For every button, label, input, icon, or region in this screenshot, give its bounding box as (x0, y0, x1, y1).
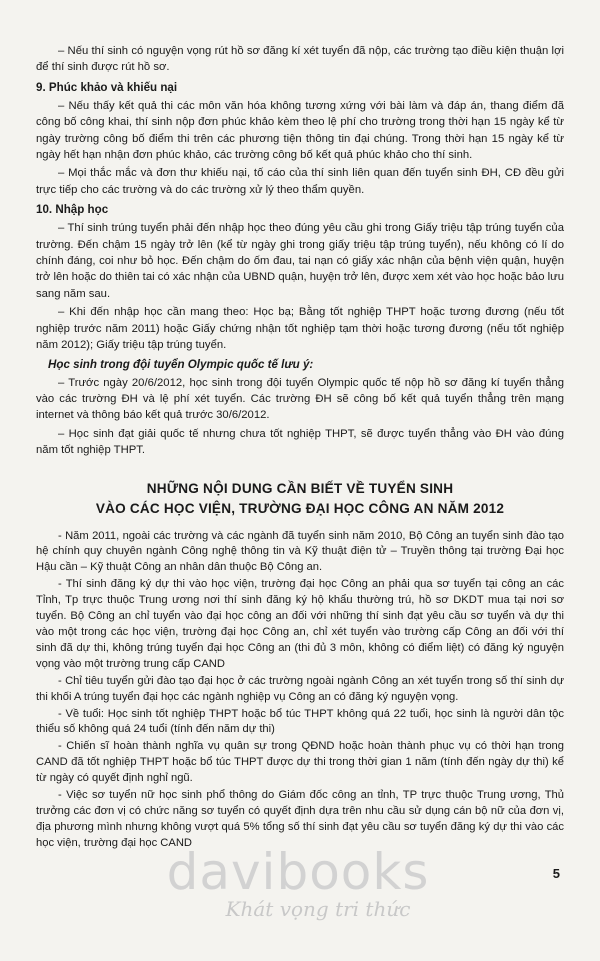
watermark-logo (138, 845, 458, 921)
paragraph-police-1: - Năm 2011, ngoài các trường và các ngành đã tuyển sinh năm 2010, Bộ Công an tuyển sinh đào tạo hệ chính quy chuyên ngành Công nghệ thông tin và Kỹ thuật điện tử – Truyền thông tại trường Đại học Hậu cần – Kỹ thuật Công an nhân dân thuộc Bộ Công an. (36, 529, 564, 574)
section-title-line-1: NHỮNG NỘI DUNG CẦN BIẾT VỀ TUYỂN SINH (146, 480, 454, 496)
watermark-slogan: Khát vọng tri thức (225, 897, 411, 921)
olympic-note-title: Học sinh trong đội tuyển Olympic quốc tế lưu ý: (48, 357, 314, 371)
paragraph-appeal-2: – Mọi thắc mắc và đơn thư khiếu nại, tố cáo của thí sinh liên quan đến tuyển sinh ĐH, CĐ đều gửi trực tiếp cho các trường và do các trường xử lý theo thẩm quyền. (36, 167, 564, 196)
paragraph-olympic-1: – Trước ngày 20/6/2012, học sinh trong đội tuyển Olympic quốc tế nộp hồ sơ đăng kí tuyển thẳng vào các trường ĐH và lệ phí xét tuyển. Các trường ĐH sẽ công bố kết quả tuyển thẳng trên mạng internet và thông báo kết quả trước 30/6/2012. (36, 376, 564, 422)
police-admission-section (36, 529, 564, 852)
section-title (36, 479, 564, 519)
paragraph-police-4: - Về tuổi: Học sinh tốt nghiệp THPT hoặc bổ túc THPT không quá 22 tuổi, học sinh là người dân tộc thiểu số không quá 24 tuổi (tính đến năm dự thi) (36, 707, 564, 736)
paragraph-police-3: - Chỉ tiêu tuyển gửi đào tạo đại học ở các trường ngoài ngành Công an xét tuyển trong số thí sinh dự thi khối A trúng tuyển đại học các ngành nghiệp vụ Công an có đăng ký nguyện vọng. (36, 674, 564, 703)
paragraph-withdraw: – Nếu thí sinh có nguyện vọng rút hồ sơ đăng kí xét tuyển đã nộp, các trường tạo điều kiện thuận lợi để thí sinh được rút hồ sơ. (36, 45, 564, 74)
paragraph-police-2: - Thí sinh đăng ký dự thi vào học viện, trường đại học Công an phải qua sơ tuyển tại công an các Tỉnh, Tp trực thuộc Trung ương nơi thí sinh đăng ký hộ khẩu thường trú, hồ sơ DKDT mua tại nơi sơ tuyển. Bộ Công an chỉ tuyển vào đại học công an đối với những thí sinh đạt yêu cầu sơ tuyển và dự thi vào một trong các học viện, trường đại học Công an, chỉ xét tuyển vào trường cấp Công an đối với thí sinh đã dự thi, không trúng tuyển đại học Công an (thi đủ 3 môn, không có điểm liệt) có đăng ký nguyện vọng vào một trường trung cấp CAND (36, 578, 564, 670)
paragraph-olympic-2: – Học sinh đạt giải quốc tế nhưng chưa tốt nghiệp THPT, sẽ được tuyển thẳng vào ĐH vào đúng năm tốt nghiệp THPT. (36, 427, 564, 457)
paragraph-police-5: - Chiến sĩ hoàn thành nghĩa vụ quân sự trong QĐND hoặc hoàn thành phục vụ có thời hạn trong CAND đã tốt nghiệp THPT hoặc bổ túc THPT được dự thi trong thời gian 1 năm (tính đến ngày dự thi) kể từ ngày có quyết định nghỉ ngũ. (36, 740, 564, 785)
paragraph-appeal-1: – Nếu thấy kết quả thi các môn văn hóa không tương xứng với bài làm và đáp án, thang điểm đã công bố công khai, thí sinh nộp đơn phúc khảo kèm theo lệ phí cho trường trong thời hạn 15 ngày kể từ ngày trường công bố điểm thi trên các phương tiện thông tin đại chúng. Trong thời hạn 15 ngày kể từ ngày hết hạn nhận đơn phúc khảo, các trường công bố kết quả phúc khảo cho thí sinh. (36, 99, 564, 162)
page-number: 5 (552, 866, 560, 881)
paragraph-police-6: - Việc sơ tuyển nữ học sinh phổ thông do Giám đốc công an tỉnh, TP trực thuộc Trung ương, Thủ trưởng các đơn vị có chức năng sơ tuyển có quyết định dựa trên nhu cầu sử dụng cán bộ nữ của đơn vị, địa phương mình nhưng không vượt quá 5% tổng số thí sinh đạt yêu cầu sơ tuyển đăng ký dự thi vào các học viện, trường đại học CAND (36, 789, 564, 849)
section-title-line-2: VÀO CÁC HỌC VIỆN, TRƯỜNG ĐẠI HỌC CÔNG AN NĂM 2012 (95, 500, 505, 516)
page-body (36, 43, 564, 852)
watermark-brand: davibooks (166, 843, 430, 901)
heading-enrollment: 10. Nhập học (36, 203, 109, 217)
paragraph-enrollment-1: – Thí sinh trúng tuyển phải đến nhập học theo đúng yêu cầu ghi trong Giấy triệu tập trúng tuyển của trường. Đến chậm 15 ngày trở lên (kể từ ngày ghi trong giấy triệu tập trúng tuyển), nếu không có lí do chính đáng, coi như bỏ học. Đến chậm do ốm đau, tai nạn có giấy xác nhận của bệnh viện quận, huyện trở lên hoặc do thiên tai có xác nhận của UBND quận, huyện trở lên, được xem xét vào học hoặc bảo lưu sang năm sau. (36, 222, 564, 300)
heading-appeal: 9. Phúc khảo và khiếu nại (36, 80, 178, 94)
paragraph-enrollment-2: – Khi đến nhập học cần mang theo: Học bạ; Bằng tốt nghiệp THPT hoặc tương đương (nếu tốt nghiệp trước năm 2011) hoặc Giấy chứng nhận tốt nghiệp tạm thời hoặc tương đương (nếu tốt nghiệp năm 2012); Giấy triệu tập trúng tuyển. (36, 306, 564, 352)
